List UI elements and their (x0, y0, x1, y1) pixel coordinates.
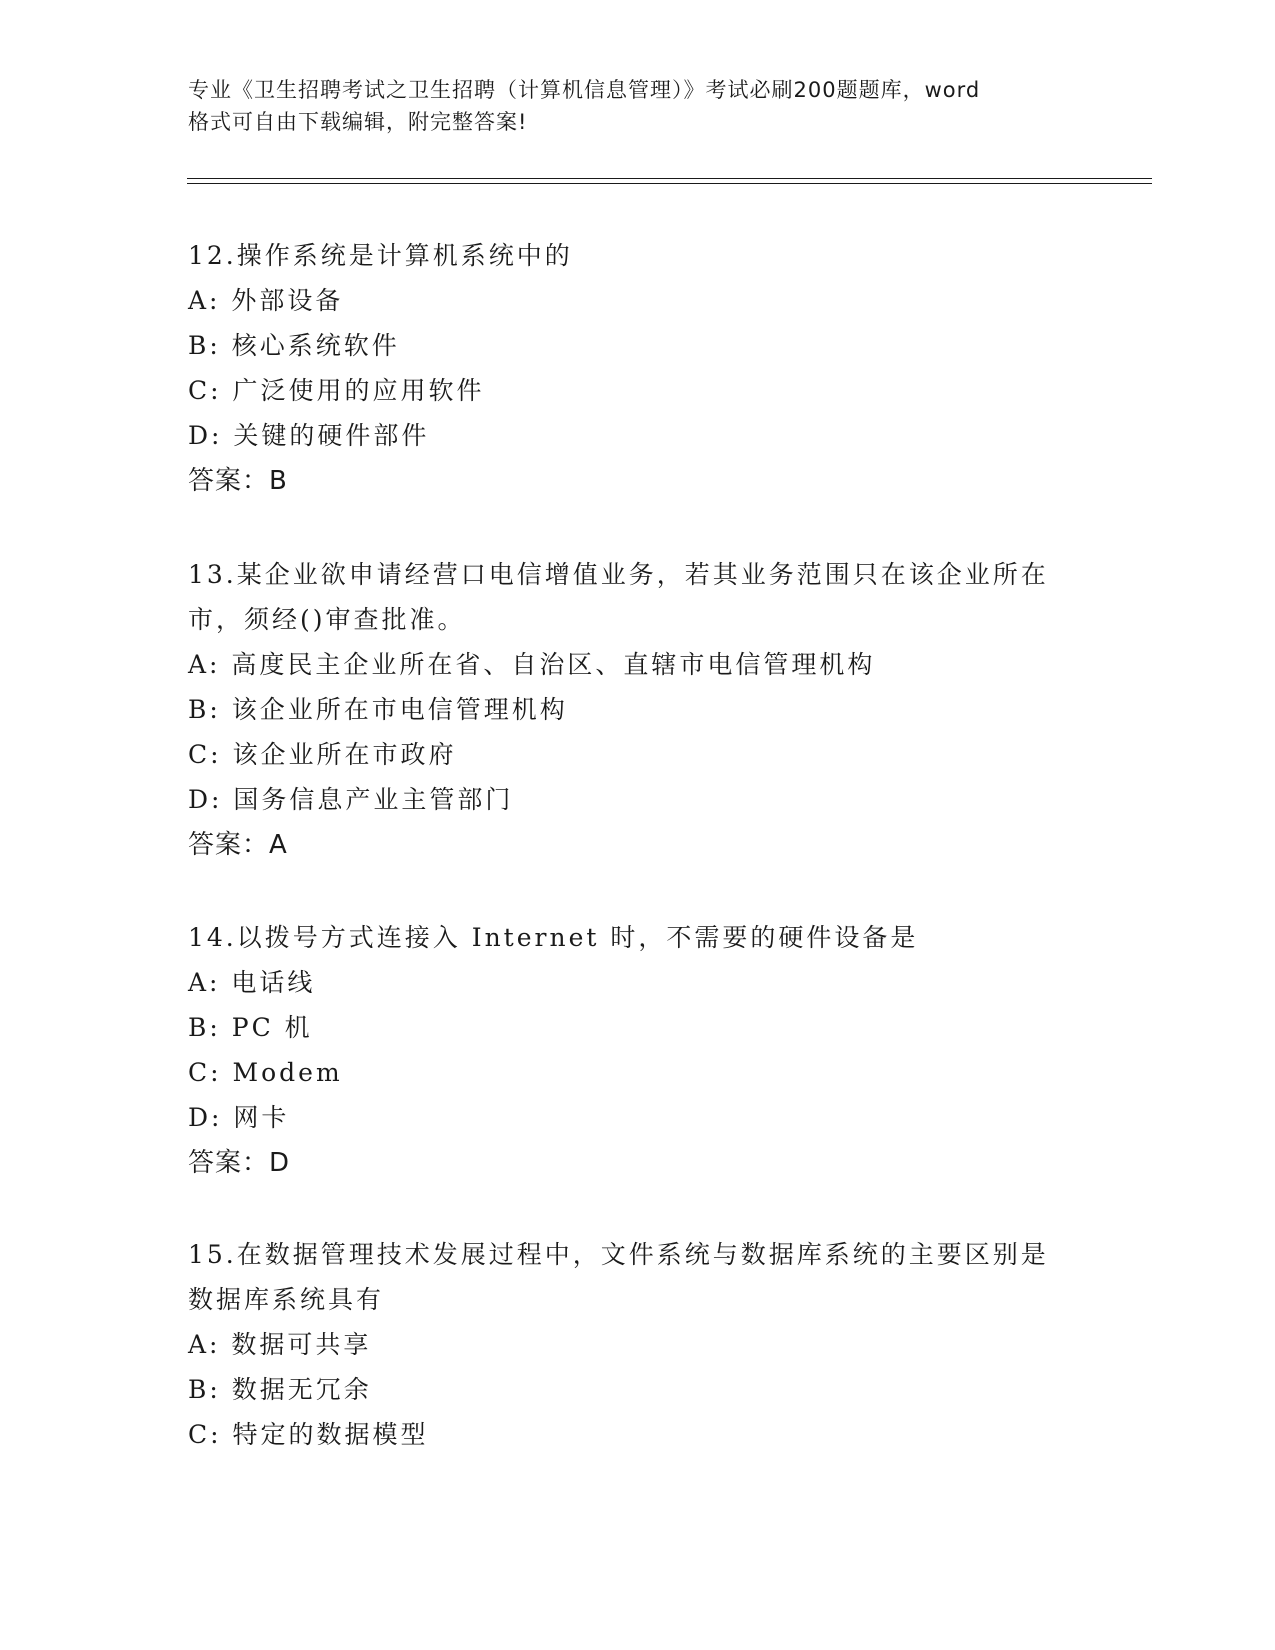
question-15 (188, 1232, 1088, 1457)
question-14 (188, 915, 1088, 1186)
header-divider-top (187, 178, 1152, 179)
question-12 (188, 233, 1088, 504)
option-a: A: 外部设备 (188, 286, 344, 315)
question-text-continued: 市，须经()审查批准。 (188, 605, 466, 634)
answer-label: 答案：D (188, 1148, 291, 1178)
option-b: B: PC 机 (188, 1013, 313, 1042)
option-a: A: 数据可共享 (188, 1330, 372, 1359)
question-text: 14.以拨号方式连接入 Internet 时，不需要的硬件设备是 (188, 923, 919, 952)
question-text-continued: 数据库系统具有 (188, 1285, 385, 1314)
header-divider-bottom (187, 183, 1152, 184)
option-b: B: 数据无冗余 (188, 1375, 372, 1404)
option-c: C: 特定的数据模型 (188, 1420, 429, 1449)
question-13 (188, 552, 1088, 868)
option-d: D: 关键的硬件部件 (188, 421, 430, 450)
header-line-2: 格式可自由下载编辑，附完整答案! (188, 110, 528, 134)
document-header (188, 74, 1088, 138)
question-text: 15.在数据管理技术发展过程中，文件系统与数据库系统的主要区别是 (188, 1240, 1049, 1269)
option-b: B: 核心系统软件 (188, 331, 400, 360)
question-text: 12.操作系统是计算机系统中的 (188, 241, 573, 270)
option-c: C: Modem (188, 1058, 343, 1087)
option-a: A: 高度民主企业所在省、自治区、直辖市电信管理机构 (188, 650, 876, 679)
question-text: 13.某企业欲申请经营口电信增值业务，若其业务范围只在该企业所在 (188, 560, 1049, 589)
answer-label: 答案：A (188, 830, 288, 860)
header-line-1: 专业《卫生招聘考试之卫生招聘（计算机信息管理）》考试必刷200题题库，word (188, 78, 981, 102)
option-d: D: 国务信息产业主管部门 (188, 785, 514, 814)
answer-label: 答案：B (188, 466, 288, 496)
option-c: C: 广泛使用的应用软件 (188, 376, 485, 405)
option-b: B: 该企业所在市电信管理机构 (188, 695, 568, 724)
option-a: A: 电话线 (188, 968, 316, 997)
option-c: C: 该企业所在市政府 (188, 740, 457, 769)
option-d: D: 网卡 (188, 1103, 290, 1132)
